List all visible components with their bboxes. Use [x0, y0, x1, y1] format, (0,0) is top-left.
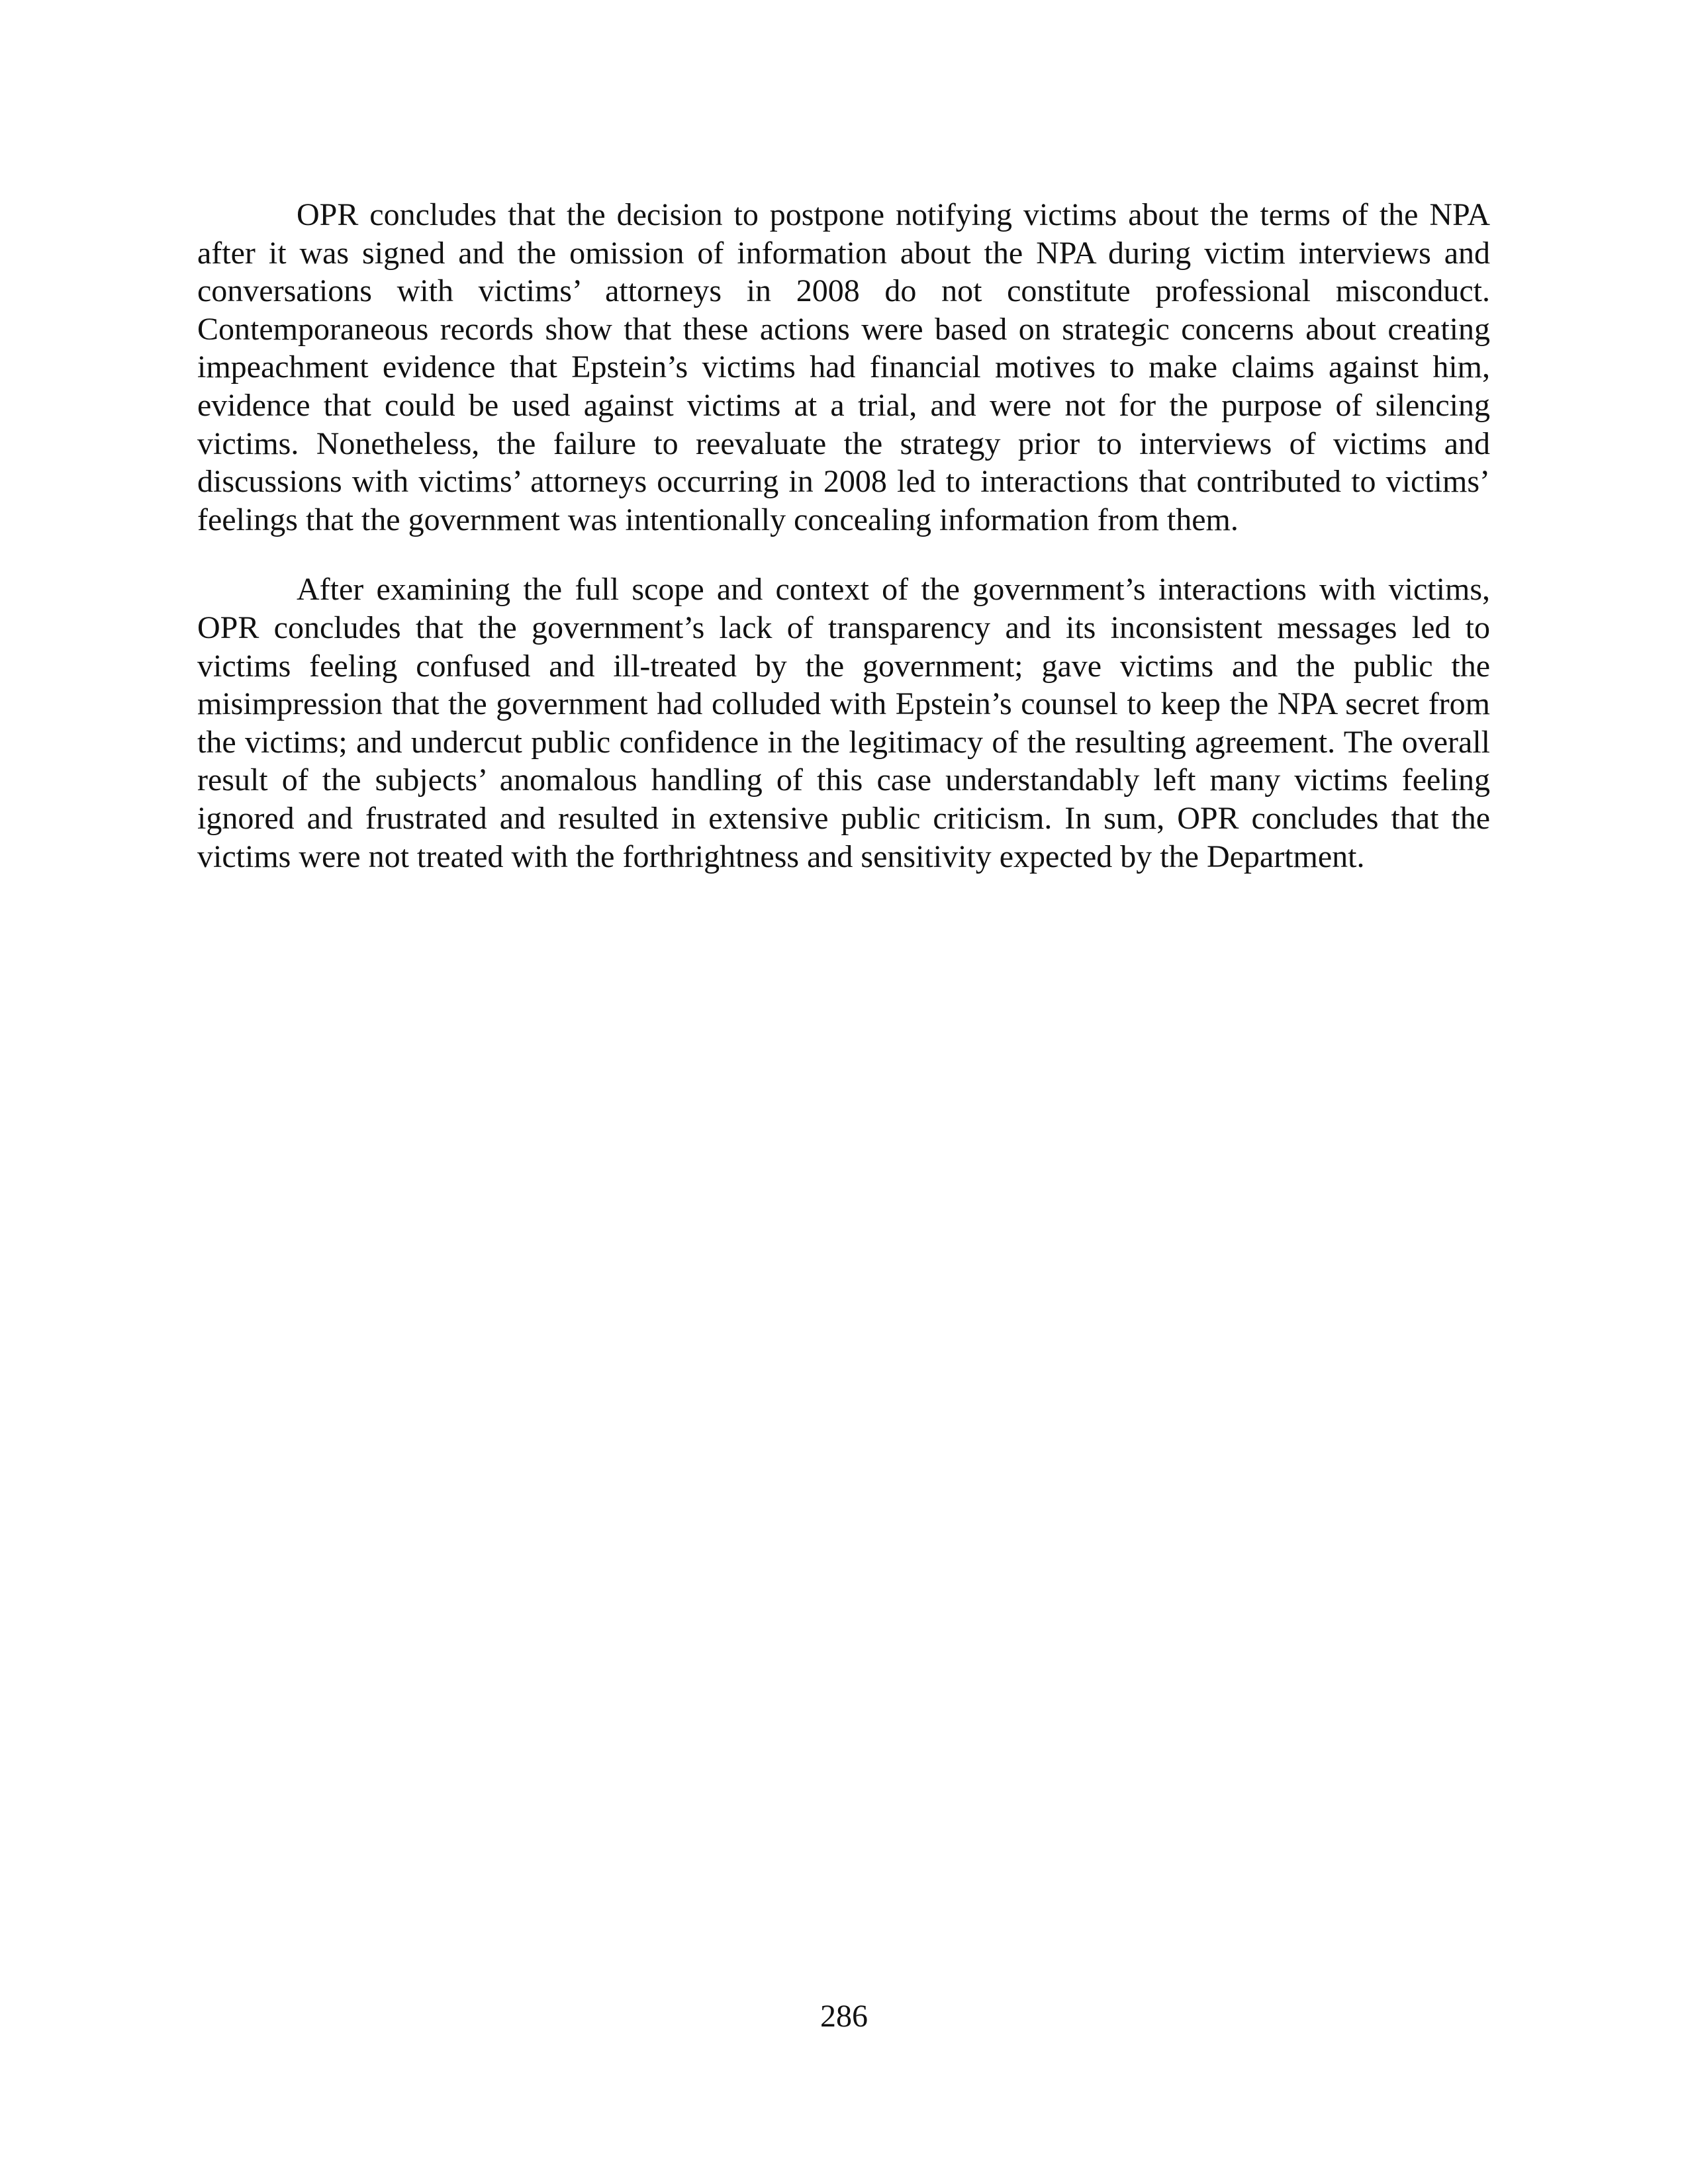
body-text: [197, 196, 1490, 907]
paragraph-misconduct-finding: OPR concludes that the decision to postpone notifying victims about the terms of the NPA after it was signed and the omission of information about the NPA during victim interviews and conversations with victims’ attorneys in 2008 do not constitute professional misconduct. Contemporaneous records show that these actions were based on strategic concerns about creating impeachment evidence that Epstein’s victims had financial motives to make claims against him, evidence that could be used against victims at a trial, and were not for the purpose of silencing victims. Nonetheless, the failure to reevaluate the strategy prior to interviews of victims and discussions with victims’ attorneys occurring in 2008 led to interactions that contributed to victims’ feelings that the government was intentionally concealing information from them.: [197, 197, 1490, 537]
paragraph-victim-treatment: After examining the full scope and context of the government’s interactions with victims, OPR concludes that the government’s lack of transparency and its inconsistent messages led to victims feeling confused and ill-treated by the government; gave victims and the public the misimpression that the government had colluded with Epstein’s counsel to keep the NPA secret from the victims; and undercut public confidence in the legitimacy of the resulting agreement. The overall result of the subjects’ anomalous handling of this case understandably left many victims feeling ignored and frustrated and resulted in extensive public criticism. In sum, OPR concludes that the victims were not treated with the forthrightness and sensitivity expected by the Department.: [197, 572, 1490, 874]
page-number: 286: [820, 1999, 868, 2034]
